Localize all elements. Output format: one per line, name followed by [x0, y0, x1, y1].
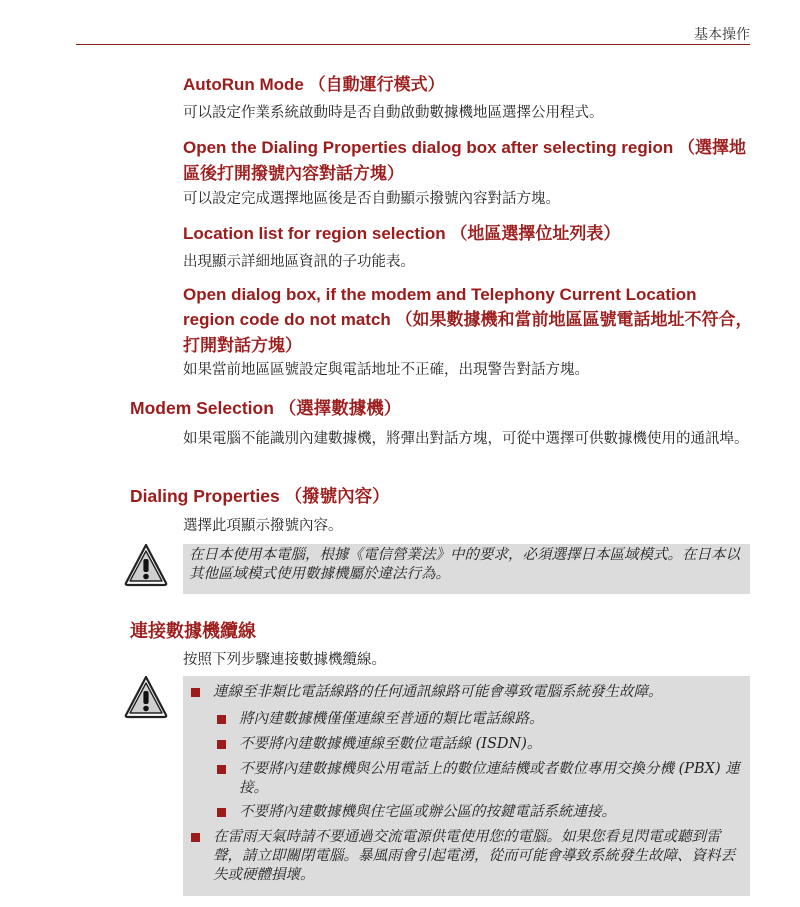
header-section-title: 基本操作	[694, 27, 750, 43]
red-square-bullet-icon	[217, 808, 226, 817]
red-square-bullet-icon	[191, 833, 200, 842]
red-square-bullet-icon	[217, 715, 226, 724]
heading-zh: （自動運行模式）	[308, 75, 445, 95]
bullet-text: 在雷雨天氣時請不要通過交流電源供電使用您的電腦。如果您看見閃電或聽到雷聲，請立即關閉電腦。暴風雨會引起電湧，從而可能會導致系統發生故障、資料丟失或硬體損壞。	[213, 829, 735, 883]
dialing-properties-body: 選擇此項顯示撥號內容。	[183, 518, 343, 534]
dialing-properties-heading	[130, 483, 750, 510]
note-japan-text: 在日本使用本電腦，根據《電信營業法》中的要求，必須選擇日本區域模式。在日本以其他區域模式使用數據機屬於違法行為。	[189, 547, 740, 582]
heading-zh: （選擇地區後打開撥號內容對話方塊）	[183, 138, 746, 184]
red-square-bullet-icon	[191, 688, 200, 697]
header-rule	[76, 44, 750, 45]
heading-en: Location list for region selection	[183, 224, 446, 243]
bullet-text: 不要將內建數據機與公用電話上的數位連結機或者數位專用交換分機 (PBX) 連接。	[239, 761, 740, 796]
autorun-mode-heading	[183, 72, 753, 98]
note-box-japan	[183, 544, 750, 594]
red-square-bullet-icon	[217, 740, 226, 749]
red-square-bullet-icon	[217, 765, 226, 774]
warning-subbullet-item	[213, 760, 749, 798]
heading-zh: （如果數據機和當前地區區號電話地址不符合，打開對話方塊）	[183, 310, 753, 356]
modem-selection-body: 如果電腦不能識別內建數據機，將彈出對話方塊，可從中選擇可供數據機使用的通訊埠。	[183, 431, 749, 447]
heading-en: Dialing Properties	[130, 486, 280, 506]
connect-modem-cable-intro: 按照下列步驟連接數據機纜線。	[183, 652, 386, 668]
bullet-text: 不要將內建數據機連線至數位電話線 (ISDN)。	[239, 736, 542, 752]
connect-modem-cable-heading: 連接數據機纜線	[130, 621, 256, 642]
location-list-body: 出現顯示詳細地區資訊的子功能表。	[183, 254, 415, 270]
heading-en: Open dialog box, if the modem and Telephony Current Location region code do not match	[183, 285, 697, 329]
heading-zh: （選擇數據機）	[278, 399, 402, 419]
warning-triangle-icon	[124, 543, 168, 587]
warning-triangle-icon	[124, 675, 168, 719]
heading-en: Open the Dialing Properties dialog box after selecting region	[183, 138, 674, 157]
heading-en: AutoRun Mode	[183, 75, 304, 94]
warning-bullet-item	[187, 683, 769, 702]
open-dialing-properties-heading	[183, 135, 753, 187]
open-dialing-properties-body: 可以設定完成選擇地區後是否自動顯示撥號內容對話方塊。	[183, 191, 560, 207]
warning-subbullet-item	[213, 735, 739, 754]
region-mismatch-body: 如果當前地區區號設定與電話地址不正確，出現警告對話方塊。	[183, 362, 589, 378]
autorun-mode-body: 可以設定作業系統啟動時是否自動啟動數據機地區選擇公用程式。	[183, 105, 604, 121]
location-list-heading	[183, 221, 753, 247]
warning-bullet-item	[187, 828, 749, 885]
bullet-text: 不要將內建數據機與住宅區或辦公區的按鍵電話系統連接。	[239, 804, 616, 820]
heading-zh: （撥號內容）	[284, 487, 390, 507]
note-box-cable-warnings	[183, 676, 750, 896]
heading-en: Modem Selection	[130, 398, 274, 418]
heading-zh: （地區選擇位址列表）	[450, 224, 621, 244]
region-mismatch-heading	[183, 282, 753, 359]
bullet-text: 將內建數據機僅僅連線至普通的類比電話線路。	[239, 711, 544, 727]
warning-subbullet-item	[213, 710, 739, 729]
bullet-text: 連線至非類比電話線路的任何通訊線路可能會導致電腦系統發生故障。	[213, 684, 663, 700]
warning-subbullet-item	[213, 803, 749, 822]
modem-selection-heading	[130, 395, 750, 422]
